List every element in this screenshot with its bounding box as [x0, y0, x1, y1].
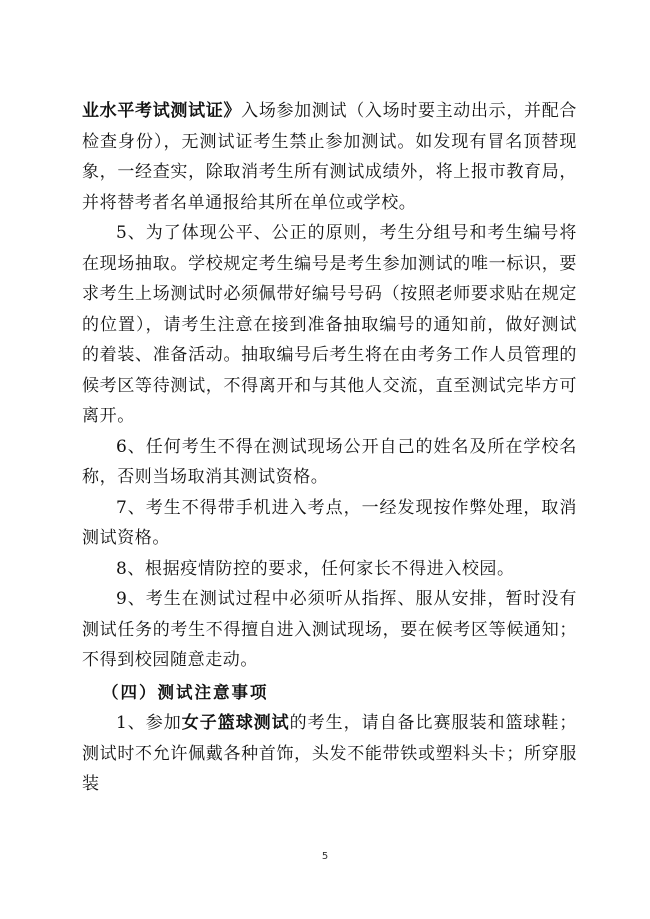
notice-1-suffix: 的考生，请自备比赛服装和篮球鞋；测试时不允许佩戴各种首饰，头发不能带铁或塑料头卡；所穿服装: [82, 713, 577, 794]
section-heading: （四）测试注意事项: [102, 682, 269, 702]
paragraph-item-6: 6、任何考生不得在测试现场公开自己的姓名及所在学校名称，否则当场取消其测试资格。: [82, 436, 577, 487]
paragraph-item-8: 8、根据疫情防控的要求，任何家长不得进入校园。: [116, 558, 515, 579]
paragraph-item-5: 5、为了体现公平、公正的原则，考生分组号和考生编号将在现场抽取。学校规定考生编号是考生参加测试的唯一标识，要求考生上场测试时必须佩带好编号号码（按照老师要求贴在规定的位置），请考生注意在接到准备抽取编号的通知前，做好测试的着装、准备活动。抽取编号后考生将在由考务工作人员管理的候考区等待测试，不得离开和与其他人交流，直至测试完毕方可离开。: [82, 223, 577, 426]
paragraph-continued: [82, 96, 577, 218]
notice-1-emphasis: 女子篮球测试: [181, 713, 290, 733]
paragraph-item-7: 7、考生不得带手机进入考点，一经发现按作弊处理，取消测试资格。: [82, 497, 577, 548]
document-body: [82, 96, 577, 800]
certificate-name: 业水平考试测试证》: [82, 101, 242, 121]
page-number: 5: [321, 851, 329, 862]
paragraph-continued-text: 入场参加测试（入场时要主动出示，并配合检查身份），无测试证考生禁止参加测试。如发现有冒名顶替现象，一经查实，除取消考生所有测试成绩外，将上报市教育局，并将替考者名单通报给其所在单位或学校。: [82, 101, 577, 213]
notice-1-prefix: 1、参加: [116, 713, 182, 733]
paragraph-item-9: 9、考生在测试过程中必须听从指挥、服从安排，暂时没有测试任务的考生不得擅自进入测试现场，要在候考区等候通知；不得到校园随意走动。: [82, 589, 577, 670]
paragraph-notice-1: [82, 708, 577, 800]
